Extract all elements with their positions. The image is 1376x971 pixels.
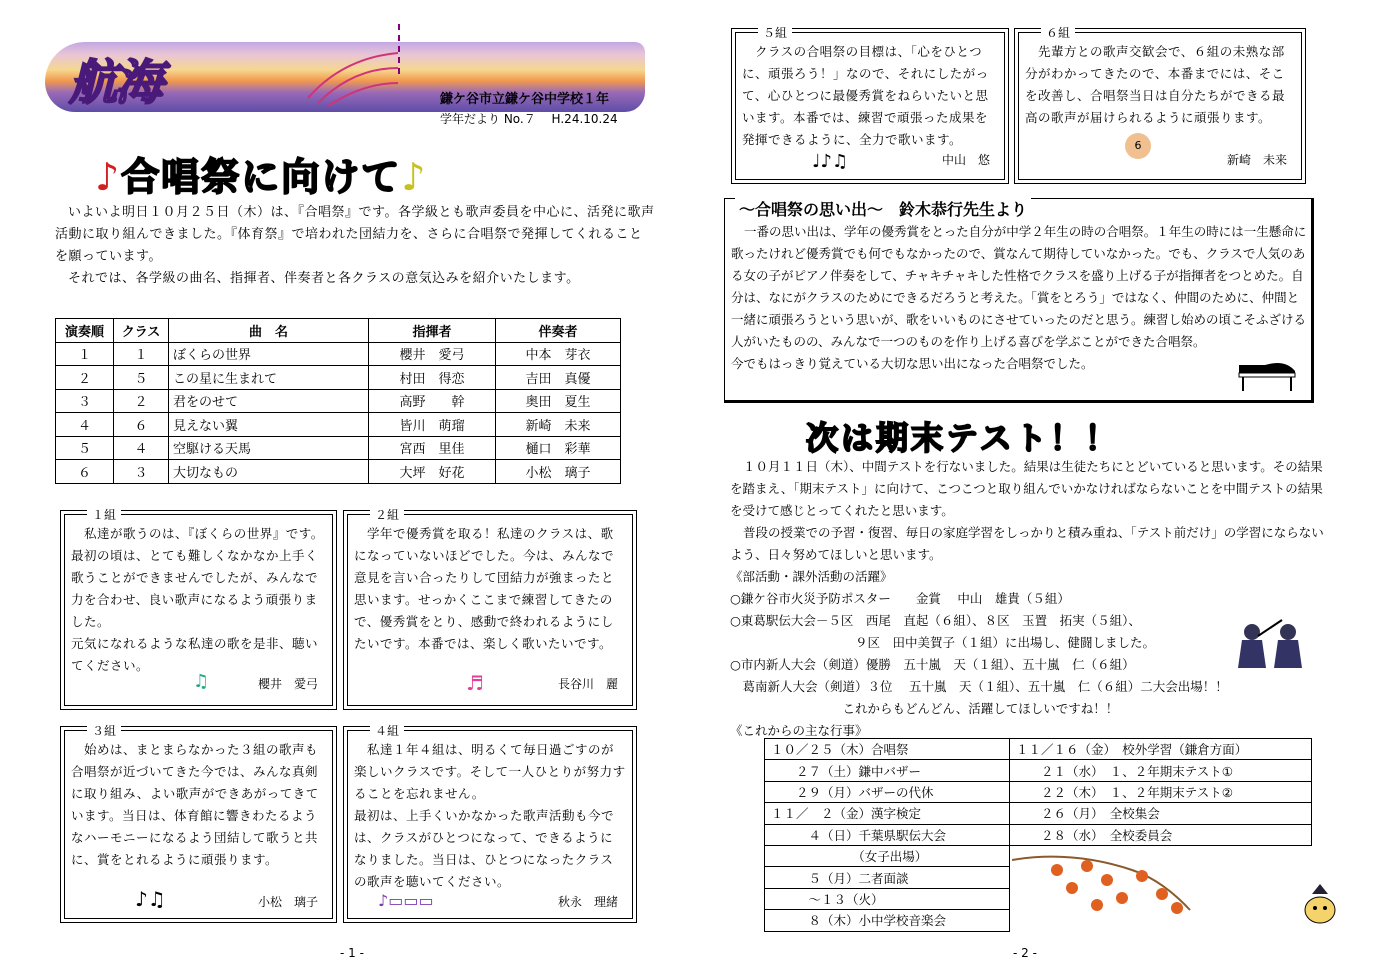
cell-class: ３ [114, 460, 169, 484]
chestnut-character-icon [1300, 880, 1340, 926]
schedule-event-left: ～１３（火） [765, 888, 1010, 909]
memory-section [724, 198, 1314, 403]
class-author: 秋永 理緒 [557, 895, 618, 909]
table-row [56, 460, 621, 484]
class-author: 新崎 未来 [1226, 153, 1287, 167]
class-label: ２組 [370, 506, 404, 523]
club-item: ○鎌ケ谷市火災予防ポスター 金賞 中山 雄貴（５組） [730, 591, 1070, 606]
kendo-icon [1232, 618, 1308, 670]
class-author: 櫻井 愛弓 [257, 677, 318, 691]
table-row [56, 366, 621, 390]
schedule-event-left: ８（木）小中学校音楽会 [765, 910, 1010, 931]
header-pianist: 伴奏者 [496, 319, 621, 343]
cell-pianist: 吉田 真優 [496, 366, 621, 390]
schedule-event-left: ５（月）二者面談 [765, 867, 1010, 888]
class-comment: 始めは、まとまらなかった３組の歌声も合唱祭が近づいてきた今では、みんな真剣に取り組み、よい歌声ができあがってきています。当日は、体育館に響きわたるようなハーモニーになるよう団結して歌うと共に、賞をとれるように頑張ります。 [71, 742, 319, 867]
class-author: 小松 璃子 [257, 895, 318, 909]
class-box-1 [60, 510, 337, 710]
table-row [56, 413, 621, 437]
class-author: 長谷川 麗 [557, 677, 618, 691]
cell-song: 大切なもの [169, 460, 369, 484]
club-item: 葛南新人大会（剣道）３位 五十嵐 天（１組）、五十嵐 仁（６組）二大会出場！！ [730, 679, 1228, 694]
class-box-4 [343, 726, 637, 923]
cell-order: ６ [56, 460, 114, 484]
cell-order: ５ [56, 436, 114, 460]
cell-pianist: 奥田 夏生 [496, 389, 621, 413]
cell-song: 見えない翼 [169, 413, 369, 437]
main-title-text: 合唱祭に向けて [121, 155, 402, 199]
class-comment: 学年で優秀賞を取る！私達のクラスは、歌になっていないほどでした。今は、みんなで意見を言い合ったりして団結力が強まったと思います。せっかくここまで練習してきたので、優秀賞をとり、感動で終われるようにしたいです。本番では、楽しく歌いたいです。 [354, 526, 615, 651]
schedule-event-left: ４（日）千葉県駅伝大会 [765, 824, 1010, 845]
schedule-event-left: ２９（月）バザーの代休 [765, 781, 1010, 802]
cell-class: １ [114, 342, 169, 366]
exam-title: 次は期末テスト！！ [806, 419, 1120, 457]
main-title [95, 146, 615, 198]
singer-icon: 6 [1125, 133, 1151, 159]
cell-conductor: 高野 幹 [369, 389, 496, 413]
class-label: ６組 [1041, 24, 1075, 41]
schedule-event-left: （女子出場） [765, 845, 1010, 866]
cell-song: 君をのせて [169, 389, 369, 413]
cell-order: ２ [56, 366, 114, 390]
table-row [56, 342, 621, 366]
club-item: ○市内新人大会（剣道）優勝 五十嵐 天（１組）、五十嵐 仁（６組） [730, 657, 1135, 672]
exam-section [730, 456, 1330, 742]
events-heading: 《これからの主な行事》 [730, 723, 868, 738]
intro-paragraph: いよいよ明日１０月２５日（木）は、『合唱祭』です。各学級とも歌声委員を中心に、活発に歌声活動に取り組んできました。『体育祭』で培われた団結力を、さらに合唱祭で発揮してくれることを願っています。 [55, 205, 655, 264]
class-comment: 私達が歌うのは、『ぼくらの世界』です。最初の頃は、とても難しくなかなか上手く歌うことができませんでしたが、みんなで力を合わせ、良い歌声になるよう頑張りました。 元気になれるような私達の歌を是非、聴いてください。 [71, 526, 324, 673]
cell-pianist: 新崎 未来 [496, 413, 621, 437]
schedule-row [765, 824, 1312, 845]
performance-table [55, 318, 621, 484]
newsletter-logo: 航海 [69, 55, 162, 111]
class-author: 中山 悠 [941, 153, 990, 167]
cell-order: ３ [56, 389, 114, 413]
schedule-event-left: １０／２５（木）合唱祭 [765, 739, 1010, 760]
schedule-event-right: １１／１６（金） 校外学習（鎌倉方面） [1010, 739, 1312, 760]
schedule-event-right: ２１（水） １、２年期末テスト① [1010, 760, 1312, 781]
class-comment: 私達１年４組は、明るくて毎日過ごすのが楽しいクラスです。そして一人ひとりが努力することを忘れません。 最初は、上手くいかなかった歌声活動も今では、クラスがひとつになって、できるようになりました。当日は、ひとつになったクラスの歌声を聴いてください。 [354, 742, 626, 889]
table-header-row [56, 319, 621, 343]
class-comment: 先輩方との歌声交歓会で、６組の未熟な部分がわかってきたので、本番までには、そこを改善し、合唱祭当日は自分たちができる最高の歌声が届けられるように頑張ります。 [1025, 44, 1286, 125]
piano-icon [1235, 351, 1299, 393]
cell-conductor: 宮西 里佳 [369, 436, 496, 460]
schedule-event-right: ２２（木） １、２年期末テスト② [1010, 781, 1312, 802]
schedule-event-right: ２８（水） 全校委員会 [1010, 824, 1312, 845]
schedule-event-right: ２６（月） 全校集会 [1010, 803, 1312, 824]
schedule-row [765, 803, 1312, 824]
music-staff-icon: ♩♪♫ [812, 151, 849, 172]
schedule-event-left: １１／ ２（金）漢字検定 [765, 803, 1010, 824]
cell-song: 空駆ける天馬 [169, 436, 369, 460]
cell-song: この星に生まれて [169, 366, 369, 390]
class-comment: クラスの合唱祭の目標は、「心をひとつに、頑張ろう！」なので、それにしたがって、心ひとつに最優秀賞をねらいたいと思います。本番では、練習で頑張った成果を発揮できるように、全力で歌います。 [742, 44, 989, 147]
page-number: - 1 - [340, 946, 364, 960]
cell-class: ４ [114, 436, 169, 460]
club-item: これからもどんどん、活躍してほしいですね！！ [730, 701, 1119, 716]
memory-title: ～合唱祭の思い出～ 鈴木恭行先生より [735, 197, 1031, 220]
autumn-leaves-icon [1012, 850, 1192, 920]
header-order: 演奏順 [56, 319, 114, 343]
music-stand-icon: ♫ [193, 671, 210, 692]
schedule-event-left: ２７（土）鎌中バザー [765, 760, 1010, 781]
cell-pianist: 小松 璃子 [496, 460, 621, 484]
cell-pianist: 樋口 彩華 [496, 436, 621, 460]
intro-text [55, 202, 655, 290]
header-banner [45, 38, 645, 126]
cell-conductor: 櫻井 愛弓 [369, 342, 496, 366]
cell-order: ４ [56, 413, 114, 437]
keyboard-icon: ♪▭▭▭ [378, 891, 434, 910]
cell-conductor: 大坪 好花 [369, 460, 496, 484]
header-conductor: 指揮者 [369, 319, 496, 343]
table-row [56, 389, 621, 413]
memory-text: 一番の思い出は、学年の優秀賞をとった自分が中学２年生の時の合唱祭。１年生の時には一生懸命に歌ったけれど優秀賞でも何でもなかったので、賞なんて期待していなかった。でも、クラスで人気のある女の子がピアノ伴奏をして、チャキチャキした性格でクラスを盛り上げる子が指揮者をつとめた。自分は、なにがクラスのためにできるだろうと考えた。「賞をとろう」ではなく、仲間のために、仲間と一緒に頑張ろうという思いが、歌をいいものにさせていったのだと思う。練習し始めの頃こそふざける人がいたものの、みんなで一つのものを作り上げる喜びを学ぶことができた合唱祭。 今でもはっきり覚えている大切な思い出になった合唱祭でした。 [731, 224, 1307, 371]
cell-conductor: 皆川 萌瑠 [369, 413, 496, 437]
cell-order: １ [56, 342, 114, 366]
club-item: ９区 田中美賀子（１組）に出場し、健闘しました。 [730, 635, 1156, 650]
cell-pianist: 中本 芽衣 [496, 342, 621, 366]
music-note-icon: ♪ [401, 155, 428, 199]
club-item: ○東葛駅伝大会－５区 西尾 直起（６組）、８区 玉置 拓実（５組）、 [730, 613, 1141, 628]
class-box-6 [1014, 28, 1306, 184]
schedule-row [765, 781, 1312, 802]
club-heading: 《部活動・課外活動の活躍》 [730, 569, 893, 584]
cell-conductor: 村田 得恋 [369, 366, 496, 390]
class-label: ４組 [370, 722, 404, 739]
cell-class: ２ [114, 389, 169, 413]
exam-paragraph: １０月１１日（木）、中間テストを行ないました。結果は生徒たちにとどいていると思います。その結果を踏まえ、「期末テスト」に向けて、こつこつと取り組んでいかなければならないことを中間テストの結果を受けて感じとってくれたと思います。 [730, 459, 1323, 518]
school-name: 鎌ケ谷市立鎌ケ谷中学校１年 [440, 92, 610, 107]
class-label: ３組 [87, 722, 121, 739]
table-row [56, 436, 621, 460]
class-box-3 [60, 726, 337, 923]
wave-swirl-icon [303, 48, 403, 108]
cell-song: ぼくらの世界 [169, 342, 369, 366]
exam-paragraph: 普段の授業での予習・復習、毎日の家庭学習をしっかりと積み重ね、「テスト前だけ」の学習にならないよう、日々努めてほしいと思います。 [730, 525, 1324, 562]
music-note-icon: ♬ [466, 671, 484, 695]
class-label: ５組 [758, 24, 792, 41]
music-notes-icon: ♪♫ [135, 887, 166, 911]
page-number: - 2 - [1013, 946, 1037, 960]
class-box-2 [343, 510, 637, 710]
class-box-5 [731, 28, 1009, 184]
divider-dash [398, 24, 400, 74]
issue-number: 学年だより No.７ H.24.10.24 [440, 112, 618, 126]
cell-class: ６ [114, 413, 169, 437]
header-song: 曲 名 [169, 319, 369, 343]
header-class: クラス [114, 319, 169, 343]
intro-paragraph: それでは、各学級の曲名、指揮者、伴奏者と各クラスの意気込みを紹介いたします。 [68, 271, 580, 286]
music-note-icon: ♪ [95, 155, 122, 199]
schedule-row [765, 760, 1312, 781]
schedule-row [765, 739, 1312, 760]
cell-class: ５ [114, 366, 169, 390]
class-label: １組 [87, 506, 121, 523]
